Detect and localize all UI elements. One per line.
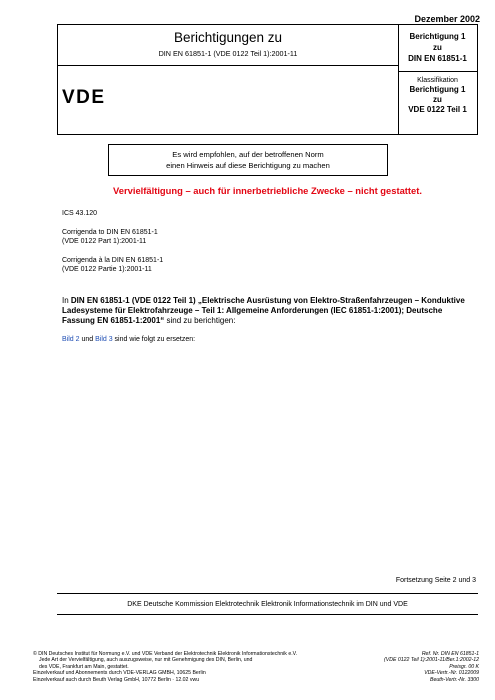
main-prefix: In bbox=[62, 296, 71, 305]
classification bbox=[398, 76, 477, 115]
footer-line: © DIN Deutsches Institut für Normung e.V. und VDE Verband der Elektrotechnik Elektronik Informationstechnik e.V. bbox=[33, 651, 298, 657]
copyright-warning: Vervielfältigung – auch für innerbetriebliche Zwecke – nicht gestattet. bbox=[113, 185, 422, 196]
classification-line: VDE 0122 Teil 1 bbox=[408, 105, 467, 114]
footer-ref-line: Ref. Nr. DIN EN 61851-1 bbox=[421, 651, 479, 657]
classification-line: zu bbox=[433, 95, 442, 104]
notice-line: Es wird empfohlen, auf der betroffenen Norm bbox=[172, 150, 324, 159]
corr-line: DIN EN 61851-1 bbox=[408, 54, 467, 63]
corrigenda-french bbox=[62, 256, 163, 274]
ics-code: ICS 43.120 bbox=[62, 210, 98, 217]
footer-ref-line: VDE-Vertr.-Nr. 0122009 bbox=[424, 670, 479, 677]
divider bbox=[57, 614, 478, 615]
corrigenda-line: Corrigenda to DIN EN 61851-1 bbox=[62, 229, 158, 236]
corrigenda-english bbox=[62, 228, 158, 246]
footer-ref-line: Beuth-Vertr.-Nr. 3300 bbox=[429, 676, 479, 683]
corr-line: zu bbox=[433, 43, 442, 52]
footer-line: Einzelverkauf auch durch Beuth Verlag GmbH, 10772 Berlin · 12.02 vwu bbox=[33, 676, 200, 683]
footer-line: Einzelverkauf und Abonnements durch VDE-VERLAG GMBH, 10625 Berlin bbox=[33, 670, 206, 677]
vde-logo: VDE bbox=[62, 87, 106, 108]
corr-line: Berichtigung 1 bbox=[409, 32, 466, 41]
header-frame bbox=[57, 24, 478, 135]
continuation-note: Fortsetzung Seite 2 und 3 bbox=[395, 577, 476, 584]
corrigenda-line: (VDE 0122 Partie 1):2001-11 bbox=[62, 266, 152, 273]
footer-ref-line: Preisgr. 00 K bbox=[449, 663, 479, 670]
issue-date: Dezember 2002 bbox=[414, 14, 480, 24]
main-standard-title: DIN EN 61851-1 (VDE 0122 Teil 1) „Elektrische Ausrüstung von Elektro-Straßenfahrzeugen – Konduktive Ladesysteme für Elektrofahrzeuge – Teil 1: Allgemeine Anforderungen (IEC 61851-1:2001); Deutsche Fassung EN 61851-1:2001“ bbox=[62, 296, 465, 325]
main-paragraph bbox=[62, 296, 476, 326]
corrigenda-line: Corrigenda à la DIN EN 61851-1 bbox=[62, 257, 164, 264]
document-title: Berichtigungen zu bbox=[173, 30, 283, 45]
divider bbox=[57, 593, 478, 594]
notice-line: einen Hinweis auf diese Berichtigung zu machen bbox=[166, 161, 330, 170]
footer-line: Jede Art der Vervielfältigung, auch auszugsweise, nur mit Genehmigung des DIN, Berlin, und bbox=[39, 657, 253, 664]
classification-line: Berichtigung 1 bbox=[409, 85, 466, 94]
footer-line: des VDE, Frankfurt am Main, gestattet. bbox=[39, 663, 129, 670]
notice-box bbox=[108, 144, 388, 176]
link-bild-3[interactable]: Bild 3 bbox=[95, 336, 113, 343]
classification-label: Klassifikation bbox=[417, 77, 458, 84]
footer-copyright bbox=[33, 651, 363, 683]
footer-reference bbox=[384, 651, 479, 683]
corrigendum-id bbox=[398, 31, 477, 64]
divider bbox=[398, 71, 477, 72]
footer-ref-line: (VDE 0122 Teil 1):2001-11/Ber.1:2002-12 bbox=[384, 657, 479, 664]
document-subtitle: DIN EN 61851-1 (VDE 0122 Teil 1):2001-11 bbox=[158, 49, 298, 58]
corrigenda-line: (VDE 0122 Part 1):2001-11 bbox=[62, 238, 147, 245]
main-suffix: sind zu berichtigen: bbox=[164, 316, 236, 325]
link-bild-2[interactable]: Bild 2 bbox=[62, 336, 80, 343]
dke-line: DKE Deutsche Kommission Elektrotechnik Elektronik Informationstechnik im DIN und VDE bbox=[127, 601, 408, 608]
figure-reference-line bbox=[62, 336, 195, 343]
link-connector: und bbox=[79, 336, 96, 343]
link-rest: sind wie folgt zu ersetzen: bbox=[112, 336, 196, 343]
divider bbox=[58, 65, 398, 66]
